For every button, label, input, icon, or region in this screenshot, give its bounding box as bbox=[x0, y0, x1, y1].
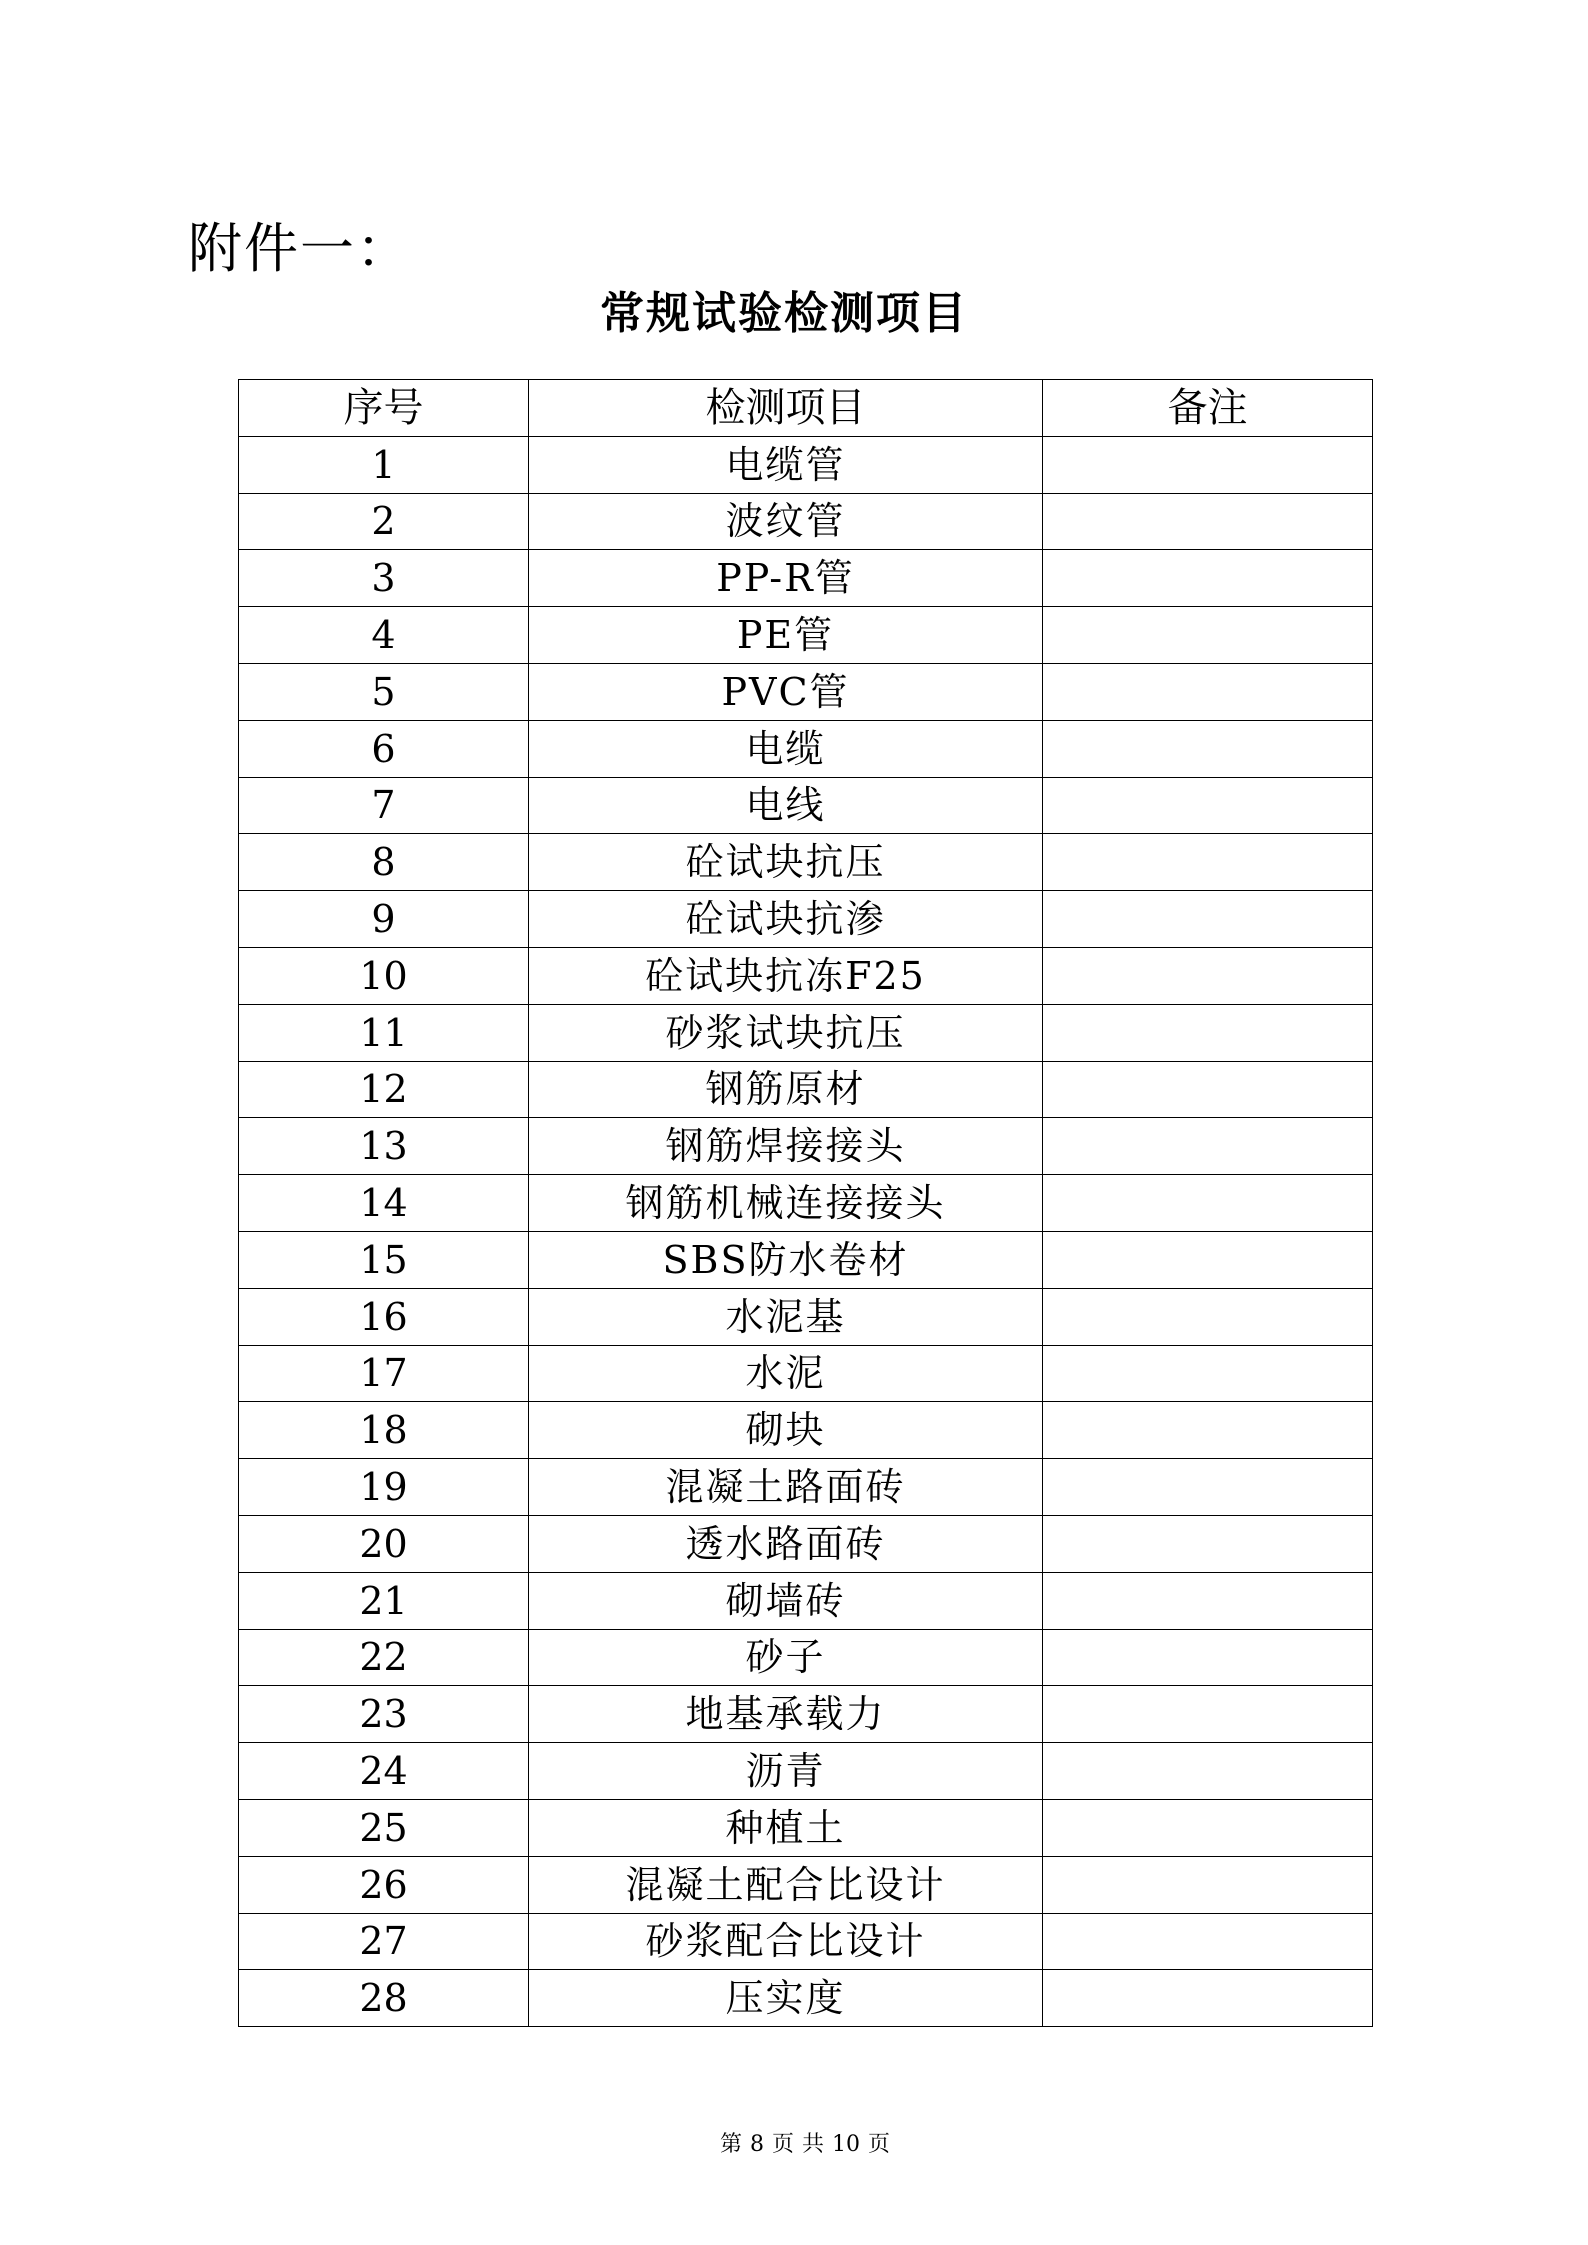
table-row bbox=[239, 1288, 1373, 1345]
row-number-cell: 28 bbox=[239, 1970, 529, 2027]
row-number-cell: 25 bbox=[239, 1799, 529, 1856]
row-number-cell: 11 bbox=[239, 1004, 529, 1061]
row-number-cell: 6 bbox=[239, 720, 529, 777]
row-number-cell: 23 bbox=[239, 1686, 529, 1743]
table-row bbox=[239, 1856, 1373, 1913]
row-number-cell: 17 bbox=[239, 1345, 529, 1402]
header-remark: 备注 bbox=[1043, 380, 1373, 437]
table-row bbox=[239, 1572, 1373, 1629]
row-item-cell: PVC管 bbox=[529, 663, 1043, 720]
row-number-cell: 18 bbox=[239, 1402, 529, 1459]
row-remark-cell bbox=[1043, 1686, 1373, 1743]
row-remark-cell bbox=[1043, 1629, 1373, 1686]
footer-page-unit: 页 bbox=[771, 2132, 794, 2157]
row-item-cell: 砂浆试块抗压 bbox=[529, 1004, 1043, 1061]
row-number-cell: 1 bbox=[239, 436, 529, 493]
row-item-cell: PP-R管 bbox=[529, 550, 1043, 607]
row-remark-cell bbox=[1043, 607, 1373, 664]
table-row bbox=[239, 1799, 1373, 1856]
table-row bbox=[239, 1743, 1373, 1800]
row-remark-cell bbox=[1043, 834, 1373, 891]
row-item-cell: 钢筋机械连接接头 bbox=[529, 1175, 1043, 1232]
row-number-cell: 7 bbox=[239, 777, 529, 834]
row-remark-cell bbox=[1043, 1175, 1373, 1232]
row-item-cell: 砼试块抗渗 bbox=[529, 891, 1043, 948]
row-item-cell: 沥青 bbox=[529, 1743, 1043, 1800]
row-item-cell: 地基承载力 bbox=[529, 1686, 1043, 1743]
row-item-cell: 波纹管 bbox=[529, 493, 1043, 550]
row-number-cell: 26 bbox=[239, 1856, 529, 1913]
row-number-cell: 13 bbox=[239, 1118, 529, 1175]
row-number-cell: 19 bbox=[239, 1459, 529, 1516]
table-row bbox=[239, 1913, 1373, 1970]
row-remark-cell bbox=[1043, 777, 1373, 834]
row-number-cell: 27 bbox=[239, 1913, 529, 1970]
row-remark-cell bbox=[1043, 1118, 1373, 1175]
row-item-cell: 压实度 bbox=[529, 1970, 1043, 2027]
row-number-cell: 14 bbox=[239, 1175, 529, 1232]
table-row bbox=[239, 777, 1373, 834]
row-remark-cell bbox=[1043, 720, 1373, 777]
row-remark-cell bbox=[1043, 1061, 1373, 1118]
header-number: 序号 bbox=[239, 380, 529, 437]
row-remark-cell bbox=[1043, 1856, 1373, 1913]
row-remark-cell bbox=[1043, 1515, 1373, 1572]
row-remark-cell bbox=[1043, 891, 1373, 948]
footer-total-pages: 10 bbox=[832, 2132, 861, 2157]
row-number-cell: 4 bbox=[239, 607, 529, 664]
row-number-cell: 8 bbox=[239, 834, 529, 891]
table-row bbox=[239, 1515, 1373, 1572]
table-body bbox=[239, 436, 1373, 2026]
row-remark-cell bbox=[1043, 1572, 1373, 1629]
row-remark-cell bbox=[1043, 947, 1373, 1004]
row-item-cell: PE管 bbox=[529, 607, 1043, 664]
row-item-cell: 透水路面砖 bbox=[529, 1515, 1043, 1572]
table-row bbox=[239, 1970, 1373, 2027]
table-row bbox=[239, 1118, 1373, 1175]
table-row bbox=[239, 1004, 1373, 1061]
row-number-cell: 15 bbox=[239, 1231, 529, 1288]
table-row bbox=[239, 1061, 1373, 1118]
footer-total-prefix: 共 bbox=[802, 2132, 825, 2157]
table-row bbox=[239, 1629, 1373, 1686]
row-number-cell: 24 bbox=[239, 1743, 529, 1800]
table-row bbox=[239, 891, 1373, 948]
row-item-cell: 电缆 bbox=[529, 720, 1043, 777]
row-remark-cell bbox=[1043, 1743, 1373, 1800]
row-item-cell: 砂浆配合比设计 bbox=[529, 1913, 1043, 1970]
attachment-label: 附件一： bbox=[188, 217, 412, 280]
row-item-cell: 电线 bbox=[529, 777, 1043, 834]
row-remark-cell bbox=[1043, 1402, 1373, 1459]
footer-total-unit: 页 bbox=[868, 2132, 891, 2157]
table-row bbox=[239, 1175, 1373, 1232]
row-item-cell: 电缆管 bbox=[529, 436, 1043, 493]
row-remark-cell bbox=[1043, 663, 1373, 720]
page-footer bbox=[0, 2130, 1588, 2160]
row-item-cell: 砌墙砖 bbox=[529, 1572, 1043, 1629]
row-remark-cell bbox=[1043, 1799, 1373, 1856]
header-item: 检测项目 bbox=[529, 380, 1043, 437]
table-row bbox=[239, 607, 1373, 664]
row-number-cell: 22 bbox=[239, 1629, 529, 1686]
table-row bbox=[239, 834, 1373, 891]
row-remark-cell bbox=[1043, 1288, 1373, 1345]
row-item-cell: 混凝土路面砖 bbox=[529, 1459, 1043, 1516]
row-remark-cell bbox=[1043, 1970, 1373, 2027]
row-item-cell: 砂子 bbox=[529, 1629, 1043, 1686]
row-item-cell: 种植土 bbox=[529, 1799, 1043, 1856]
row-number-cell: 9 bbox=[239, 891, 529, 948]
row-number-cell: 2 bbox=[239, 493, 529, 550]
table-row bbox=[239, 493, 1373, 550]
row-remark-cell bbox=[1043, 1459, 1373, 1516]
row-number-cell: 21 bbox=[239, 1572, 529, 1629]
row-item-cell: 砌块 bbox=[529, 1402, 1043, 1459]
table-row bbox=[239, 1345, 1373, 1402]
table-row bbox=[239, 1231, 1373, 1288]
inspection-items-table bbox=[238, 379, 1373, 2027]
row-remark-cell bbox=[1043, 1913, 1373, 1970]
row-number-cell: 20 bbox=[239, 1515, 529, 1572]
row-number-cell: 12 bbox=[239, 1061, 529, 1118]
row-number-cell: 3 bbox=[239, 550, 529, 607]
table-row bbox=[239, 550, 1373, 607]
table-header-row bbox=[239, 380, 1373, 437]
row-item-cell: 水泥 bbox=[529, 1345, 1043, 1402]
table-row bbox=[239, 1402, 1373, 1459]
row-remark-cell bbox=[1043, 1345, 1373, 1402]
row-item-cell: 混凝土配合比设计 bbox=[529, 1856, 1043, 1913]
row-item-cell: 水泥基 bbox=[529, 1288, 1043, 1345]
row-item-cell: 砼试块抗冻F25 bbox=[529, 947, 1043, 1004]
table-row bbox=[239, 1459, 1373, 1516]
row-remark-cell bbox=[1043, 1231, 1373, 1288]
row-remark-cell bbox=[1043, 1004, 1373, 1061]
row-number-cell: 5 bbox=[239, 663, 529, 720]
table-row bbox=[239, 947, 1373, 1004]
footer-page-number: 8 bbox=[749, 2132, 764, 2157]
row-number-cell: 10 bbox=[239, 947, 529, 1004]
row-item-cell: SBS防水卷材 bbox=[529, 1231, 1043, 1288]
row-item-cell: 钢筋焊接接头 bbox=[529, 1118, 1043, 1175]
table-row bbox=[239, 663, 1373, 720]
document-title: 常规试验检测项目 bbox=[600, 288, 968, 339]
row-remark-cell bbox=[1043, 436, 1373, 493]
row-number-cell: 16 bbox=[239, 1288, 529, 1345]
row-remark-cell bbox=[1043, 550, 1373, 607]
footer-prefix: 第 bbox=[719, 2132, 742, 2157]
table-row bbox=[239, 436, 1373, 493]
table-row bbox=[239, 1686, 1373, 1743]
row-item-cell: 钢筋原材 bbox=[529, 1061, 1043, 1118]
row-remark-cell bbox=[1043, 493, 1373, 550]
row-item-cell: 砼试块抗压 bbox=[529, 834, 1043, 891]
table-row bbox=[239, 720, 1373, 777]
